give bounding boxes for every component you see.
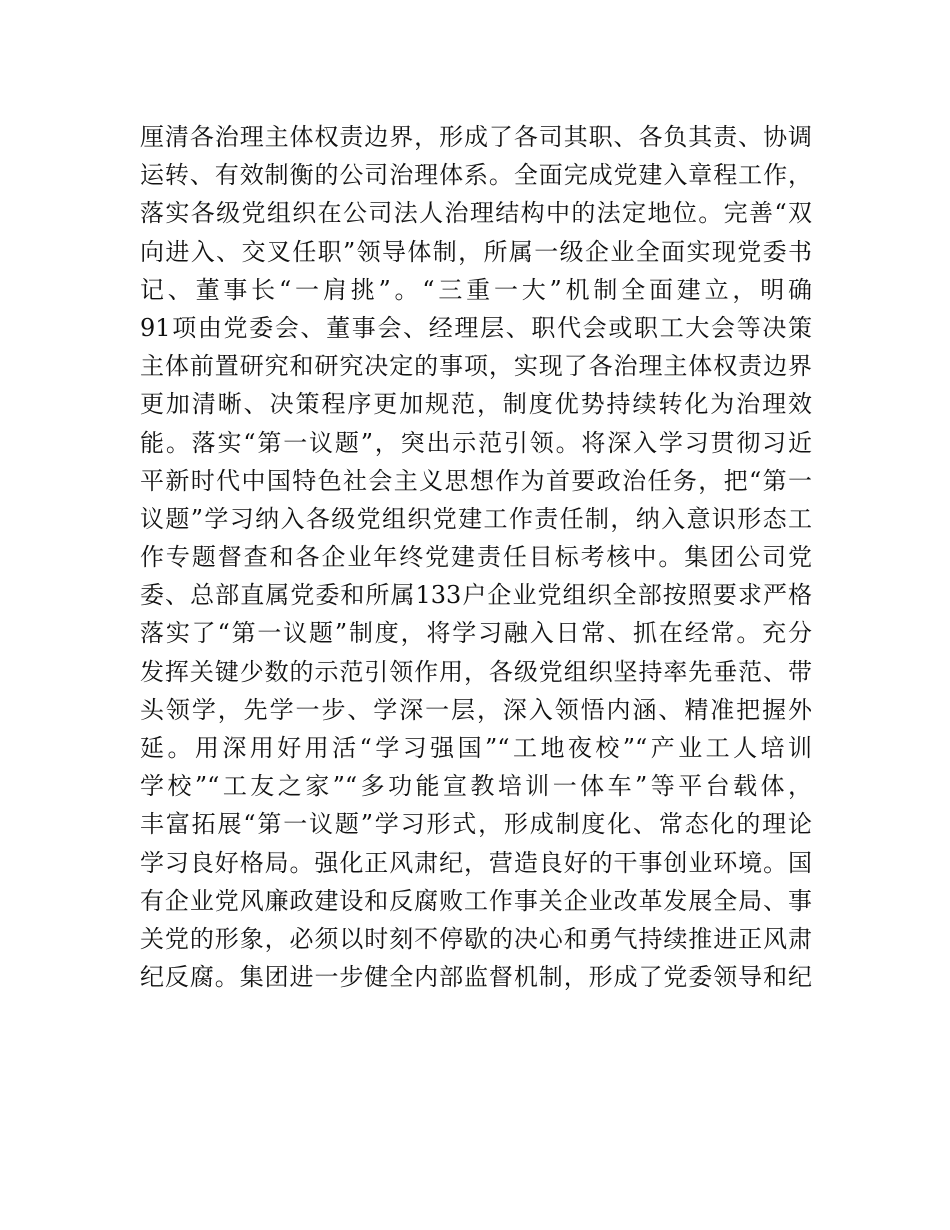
- text-line-2: 运转、有效制衡的公司治理体系。全面完成党建入章程工作，: [140, 161, 812, 190]
- text-line-11: 议题”学习纳入各级党组织党建工作责任制，纳入意识形态工: [140, 504, 812, 533]
- text-line-3: 落实各级党组织在公司法人治理结构中的法定地位。完善“双: [140, 199, 812, 228]
- text-line-17: 延。用深用好用活“学习强国”“工地夜校”“产业工人培训: [140, 734, 812, 762]
- text-line-21: 有企业党风廉政建设和反腐败工作事关企业改革发展全局、事: [140, 886, 812, 915]
- body-paragraph: [140, 118, 812, 996]
- text-line-7: 主体前置研究和研究决定的事项，实现了各治理主体权责边界: [140, 352, 812, 381]
- text-line-1: 厘清各治理主体权责边界，形成了各司其职、各负其责、协调: [140, 123, 812, 151]
- text-line-23: 纪反腐。集团进一步健全内部监督机制，形成了党委领导和纪: [140, 963, 812, 992]
- text-line-12: 作专题督查和各企业年终党建责任目标考核中。集团公司党: [140, 543, 812, 572]
- text-line-14: 落实了“第一议题”制度，将学习融入日常、抓在经常。充分: [140, 619, 812, 648]
- text-line-4: 向进入、交叉任职”领导体制，所属一级企业全面实现党委书: [140, 237, 812, 266]
- text-line-5: 记、董事长“一肩挑”。“三重一大”机制全面建立，明确: [140, 275, 812, 304]
- text-line-10: 平新时代中国特色社会主义思想作为首要政治任务，把“第一: [140, 466, 812, 495]
- text-line-20: 学习良好格局。强化正风肃纪，营造良好的干事创业环境。国: [140, 848, 812, 877]
- text-line-22: 关党的形象，必须以时刻不停歇的决心和勇气持续推进正风肃: [140, 924, 812, 953]
- text-line-19: 丰富拓展“第一议题”学习形式，形成制度化、常态化的理论: [140, 810, 812, 839]
- text-line-8: 更加清晰、决策程序更加规范，制度优势持续转化为治理效: [140, 390, 812, 419]
- text-line-9: 能。落实“第一议题”，突出示范引领。将深入学习贯彻习近: [140, 428, 812, 457]
- text-line-15: 发挥关键少数的示范引领作用，各级党组织坚持率先垂范、带: [140, 657, 812, 686]
- text-line-13: 委、总部直属党委和所属133户企业党组织全部按照要求严格: [140, 581, 812, 610]
- text-line-18: 学校”“工友之家”“多功能宣教培训一体车”等平台载体，: [140, 772, 812, 801]
- text-line-6: 91项由党委会、董事会、经理层、职代会或职工大会等决策: [140, 313, 812, 342]
- text-line-16: 头领学，先学一步、学深一层，深入领悟内涵、精准把握外: [140, 695, 812, 724]
